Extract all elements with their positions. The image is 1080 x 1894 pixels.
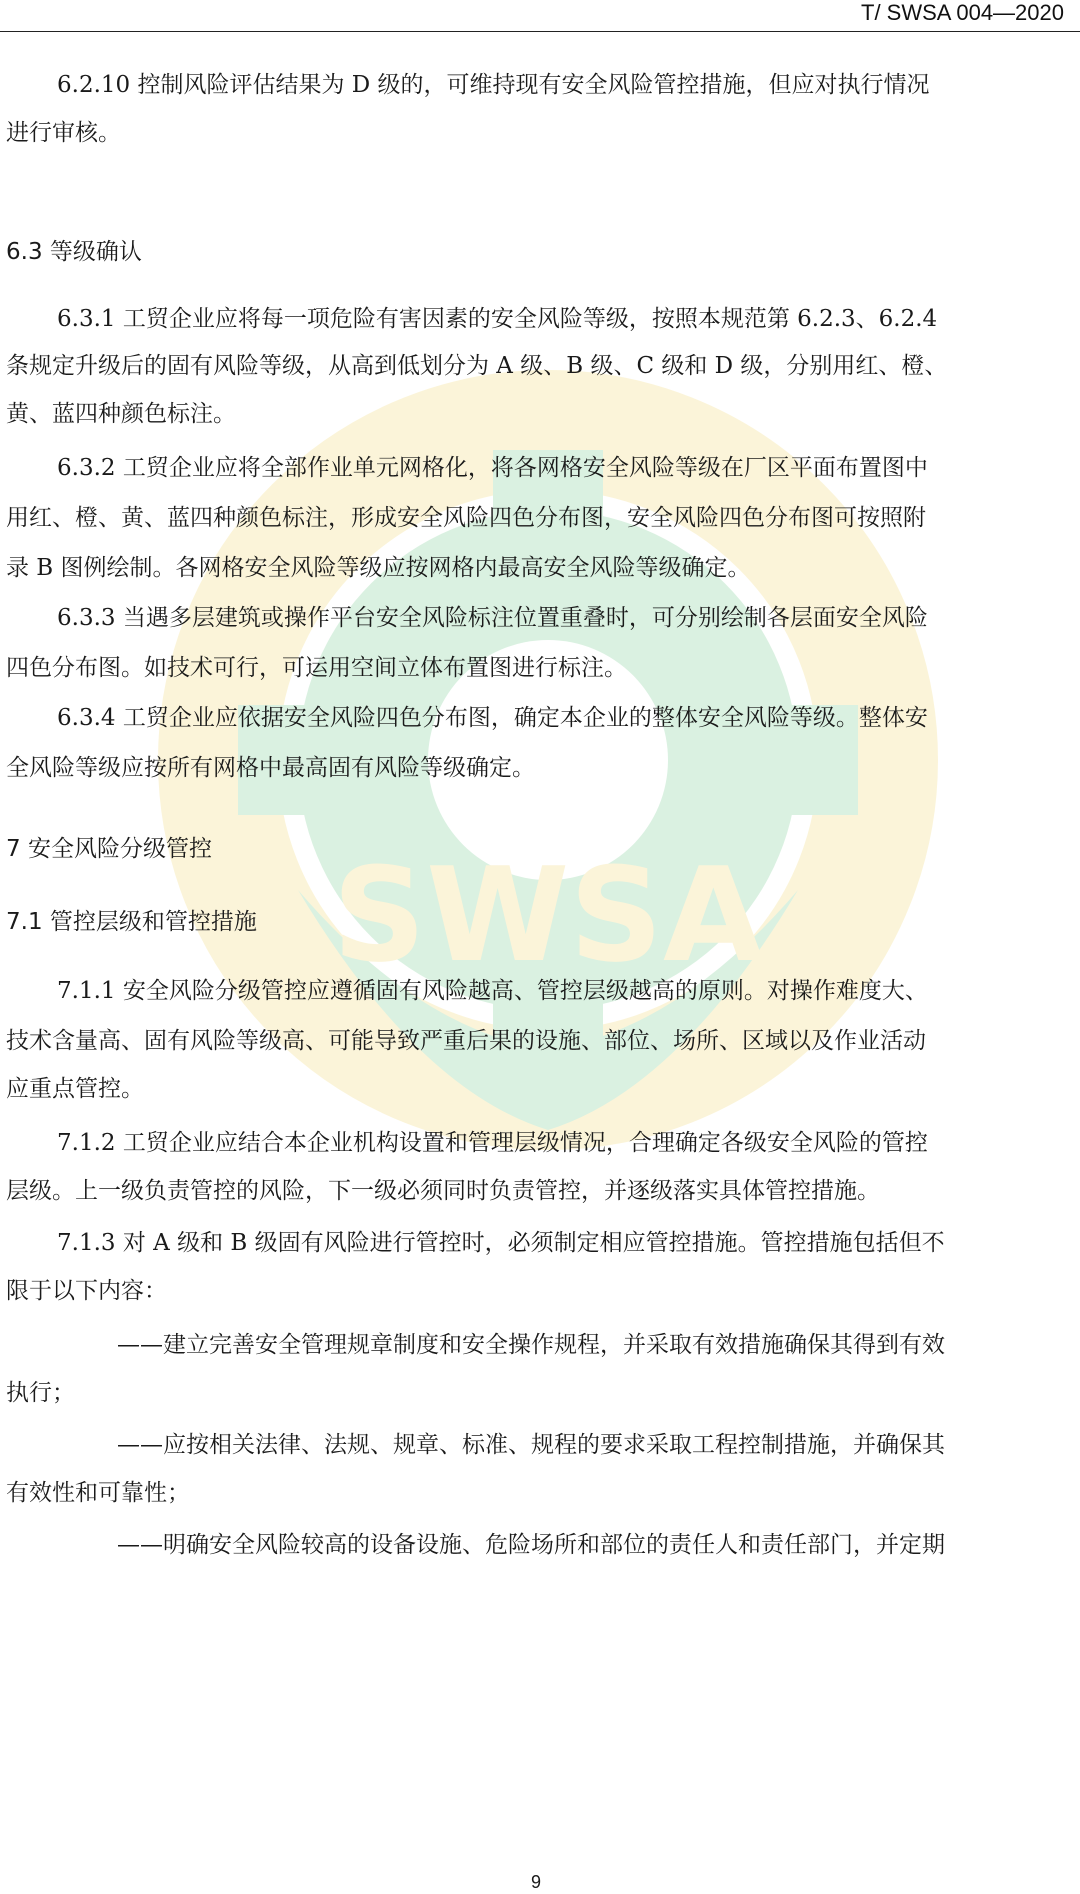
line-08: 用红、橙、黄、蓝四种颜色标注，形成安全风险四色分布图，安全风险四色分布图可按照附 — [6, 505, 926, 531]
line-21: 7.1.3 对 A 级和 B 级固有风险进行管控时，必须制定相应管控措施。管控措施包括但不 — [57, 1230, 945, 1256]
line-12: 6.3.4 工贸企业应依据安全风险四色分布图，确定本企业的整体安全风险等级。整体安 — [57, 705, 928, 731]
header-code: T/ SWSA 004—2020 — [861, 0, 1064, 25]
line-26: 有效性和可靠性； — [6, 1480, 190, 1506]
line-01: 6.2.10 控制风险评估结果为 D 级的，可维持现有安全风险管控措施，但应对执行情况 — [57, 72, 930, 98]
bullet-line-27: ——明确安全风险较高的设备设施、危险场所和部位的责任人和责任部门，并定期 — [117, 1532, 945, 1558]
bullet-line-23: ——建立完善安全管理规章制度和安全操作规程，并采取有效措施确保其得到有效 — [117, 1332, 945, 1358]
section-heading-7: 7 安全风险分级管控 — [6, 836, 212, 862]
line-17: 技术含量高、固有风险等级高、可能导致严重后果的设施、部位、场所、区域以及作业活动 — [6, 1028, 926, 1054]
line-04: 6.3.1 工贸企业应将每一项危险有害因素的安全风险等级，按照本规范第 6.2.3、6.2.4 — [57, 306, 938, 332]
line-20: 层级。上一级负责管控的风险，下一级必须同时负责管控，并逐级落实具体管控措施。 — [6, 1178, 880, 1204]
section-heading-7-1: 7.1 管控层级和管控措施 — [6, 909, 257, 935]
header-rule — [0, 31, 1080, 32]
line-02: 进行审核。 — [6, 120, 121, 146]
page-number: 9 — [531, 1872, 542, 1892]
line-18: 应重点管控。 — [6, 1076, 144, 1102]
line-07: 6.3.2 工贸企业应将全部作业单元网格化，将各网格安全风险等级在厂区平面布置图中 — [57, 455, 928, 481]
line-11: 四色分布图。如技术可行，可运用空间立体布置图进行标注。 — [6, 655, 627, 681]
line-24: 执行； — [6, 1380, 75, 1406]
line-13: 全风险等级应按所有网格中最高固有风险等级确定。 — [6, 755, 535, 781]
line-10: 6.3.3 当遇多层建筑或操作平台安全风险标注位置重叠时，可分别绘制各层面安全风险 — [57, 605, 928, 631]
line-19: 7.1.2 工贸企业应结合本企业机构设置和管理层级情况，合理确定各级安全风险的管控 — [57, 1130, 928, 1156]
line-09: 录 B 图例绘制。各网格安全风险等级应按网格内最高安全风险等级确定。 — [6, 555, 751, 581]
line-16: 7.1.1 安全风险分级管控应遵循固有风险越高、管控层级越高的原则。对操作难度大、 — [57, 978, 928, 1004]
watermark-letters: SWSA — [332, 839, 764, 991]
line-06: 黄、蓝四种颜色标注。 — [6, 401, 236, 427]
section-heading-6-3: 6.3 等级确认 — [6, 239, 142, 265]
bullet-line-25: ——应按相关法律、法规、规章、标准、规程的要求采取工程控制措施，并确保其 — [117, 1432, 945, 1458]
line-05: 条规定升级后的固有风险等级，从高到低划分为 A 级、B 级、C 级和 D 级，分别用红、橙、 — [6, 353, 948, 379]
line-22: 限于以下内容： — [6, 1278, 167, 1304]
